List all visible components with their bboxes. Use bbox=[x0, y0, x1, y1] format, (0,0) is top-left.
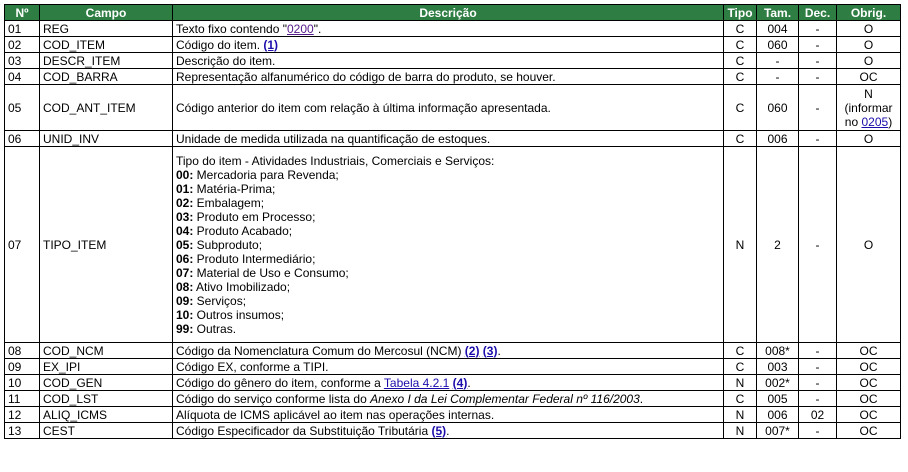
option-code: 00: bbox=[176, 167, 194, 182]
cell-dec: 02 bbox=[799, 407, 837, 423]
cell-tipo: N bbox=[724, 147, 757, 343]
cell-campo: ALIQ_ICMS bbox=[40, 407, 173, 423]
cell-dec: - bbox=[799, 37, 837, 53]
cell-tam: 006 bbox=[757, 131, 799, 147]
cell-num: 05 bbox=[5, 85, 40, 131]
cell-tam: 002* bbox=[757, 375, 799, 391]
cell-descricao: Representação alfanumérico do código de barra do produto, se houver. bbox=[173, 69, 724, 85]
option-code: 09: bbox=[176, 293, 194, 308]
tipo-item-option bbox=[176, 322, 720, 336]
obrig-line: ) bbox=[888, 114, 893, 129]
cell-descricao: Descrição do item. bbox=[173, 53, 724, 69]
header-tipo: Tipo bbox=[724, 5, 757, 21]
table-row bbox=[5, 21, 901, 37]
cell-tam: - bbox=[757, 69, 799, 85]
table-row bbox=[5, 85, 901, 131]
option-code: 05: bbox=[176, 237, 194, 252]
obrig-line-link bbox=[838, 115, 899, 129]
desc-text: . bbox=[317, 21, 322, 36]
cell-campo: COD_LST bbox=[40, 391, 173, 407]
cell-num: 08 bbox=[5, 343, 40, 359]
table-row bbox=[5, 407, 901, 423]
cell-obrig: O bbox=[837, 21, 901, 37]
option-code: 99: bbox=[176, 321, 194, 336]
option-label: Produto Intermediário; bbox=[193, 251, 316, 266]
desc-text: . bbox=[446, 423, 450, 438]
option-code: 01: bbox=[176, 181, 194, 196]
tipo-item-option bbox=[176, 182, 720, 196]
tipo-item-title: Tipo do item - Atividades Industriais, Comerciais e Serviços: bbox=[176, 153, 495, 168]
tipo-item-option bbox=[176, 168, 720, 182]
option-label: Matéria-Prima; bbox=[193, 181, 276, 196]
option-label: Material de Uso e Consumo; bbox=[193, 265, 349, 280]
cell-tipo: C bbox=[724, 343, 757, 359]
header-descricao: Descrição bbox=[173, 5, 724, 21]
header-dec: Dec. bbox=[799, 5, 837, 21]
footnote-link[interactable]: (4) bbox=[452, 375, 468, 390]
obrig-line: (informar bbox=[844, 100, 893, 115]
cell-obrig: OC bbox=[837, 359, 901, 375]
cell-tam: 060 bbox=[757, 37, 799, 53]
footnote-link[interactable]: (3) bbox=[482, 343, 498, 358]
option-label: Subproduto; bbox=[193, 237, 263, 252]
cell-num: 11 bbox=[5, 391, 40, 407]
cell-descricao bbox=[173, 37, 724, 53]
option-label: Serviços; bbox=[193, 293, 247, 308]
tipo-item-option bbox=[176, 252, 720, 266]
cell-dec: - bbox=[799, 423, 837, 439]
cell-tipo: N bbox=[724, 375, 757, 391]
desc-text: . bbox=[467, 375, 471, 390]
cell-obrig: OC bbox=[837, 343, 901, 359]
cell-descricao bbox=[173, 21, 724, 37]
table-row bbox=[5, 37, 901, 53]
cell-descricao: Código EX, conforme a TIPI. bbox=[173, 359, 724, 375]
cell-dec: - bbox=[799, 131, 837, 147]
option-code: 08: bbox=[176, 279, 194, 294]
tipo-item-option bbox=[176, 210, 720, 224]
cell-dec: - bbox=[799, 375, 837, 391]
tabela-4-2-1-link[interactable]: Tabela 4.2.1 bbox=[383, 375, 450, 390]
cell-obrig: O bbox=[837, 53, 901, 69]
table-row bbox=[5, 359, 901, 375]
cell-dec: - bbox=[799, 69, 837, 85]
cell-campo: UNID_INV bbox=[40, 131, 173, 147]
cell-campo: DESCR_ITEM bbox=[40, 53, 173, 69]
tipo-item-option bbox=[176, 224, 720, 238]
cell-descricao: Unidade de medida utilizada na quantificação de estoques. bbox=[173, 131, 724, 147]
cell-obrig: OC bbox=[837, 391, 901, 407]
registro-0200-table-wrapper bbox=[4, 4, 901, 439]
footnote-link[interactable]: (5) bbox=[431, 423, 447, 438]
cell-num: 12 bbox=[5, 407, 40, 423]
cell-campo: COD_BARRA bbox=[40, 69, 173, 85]
cell-dec: - bbox=[799, 53, 837, 69]
cell-obrig: OC bbox=[837, 375, 901, 391]
cell-num: 07 bbox=[5, 147, 40, 343]
cell-tipo: C bbox=[724, 21, 757, 37]
desc-quote: " bbox=[313, 21, 318, 36]
desc-text: Código do item. bbox=[176, 37, 264, 52]
option-code: 06: bbox=[176, 251, 194, 266]
option-code: 02: bbox=[176, 195, 194, 210]
cell-tam: 060 bbox=[757, 85, 799, 131]
tipo-item-option bbox=[176, 294, 720, 308]
cell-descricao: Alíquota de ICMS aplicável ao item nas operações internas. bbox=[173, 407, 724, 423]
option-label: Embalagem; bbox=[193, 195, 265, 210]
cell-tipo: C bbox=[724, 53, 757, 69]
cell-campo: TIPO_ITEM bbox=[40, 147, 173, 343]
cell-descricao bbox=[173, 375, 724, 391]
cell-descricao: Código anterior do item com relação à última informação apresentada. bbox=[173, 85, 724, 131]
cell-tipo: N bbox=[724, 423, 757, 439]
cell-obrig: O bbox=[837, 37, 901, 53]
desc-text: Código Especificador da Substituição Tributária bbox=[176, 423, 432, 438]
cell-num: 03 bbox=[5, 53, 40, 69]
cell-num: 10 bbox=[5, 375, 40, 391]
cell-num: 01 bbox=[5, 21, 40, 37]
cell-tam: 2 bbox=[757, 147, 799, 343]
obrig-line: no bbox=[844, 114, 862, 129]
cell-dec: - bbox=[799, 343, 837, 359]
cell-campo: COD_NCM bbox=[40, 343, 173, 359]
cell-num: 09 bbox=[5, 359, 40, 375]
cell-tam: 006 bbox=[757, 407, 799, 423]
table-row bbox=[5, 375, 901, 391]
option-code: 07: bbox=[176, 265, 194, 280]
footnote-link[interactable]: (1) bbox=[263, 37, 279, 52]
cell-campo: COD_GEN bbox=[40, 375, 173, 391]
cell-tam: 004 bbox=[757, 21, 799, 37]
desc-text: Código do gênero do item, conforme a bbox=[176, 375, 384, 390]
cell-campo: REG bbox=[40, 21, 173, 37]
footnote-link[interactable]: (2) bbox=[464, 343, 480, 358]
tipo-item-option bbox=[176, 196, 720, 210]
table-row bbox=[5, 131, 901, 147]
header-num: Nº bbox=[5, 5, 40, 21]
cell-obrig bbox=[837, 85, 901, 131]
cell-num: 13 bbox=[5, 423, 40, 439]
cell-dec: - bbox=[799, 21, 837, 37]
header-row bbox=[5, 5, 901, 21]
cell-num: 06 bbox=[5, 131, 40, 147]
option-code: 04: bbox=[176, 223, 194, 238]
cell-descricao bbox=[173, 423, 724, 439]
table-row bbox=[5, 69, 901, 85]
cell-dec: - bbox=[799, 391, 837, 407]
option-label: Outros insumos; bbox=[193, 307, 285, 322]
cell-tam: 007* bbox=[757, 423, 799, 439]
option-label: Produto Acabado; bbox=[193, 223, 293, 238]
tipo-item-option bbox=[176, 308, 720, 322]
tipo-item-option bbox=[176, 266, 720, 280]
obrig-line: N bbox=[864, 86, 873, 101]
cell-dec: - bbox=[799, 85, 837, 131]
registro-0200-table bbox=[4, 4, 901, 439]
cell-tam: 003 bbox=[757, 359, 799, 375]
option-label: Produto em Processo; bbox=[193, 209, 316, 224]
desc-text: Texto fixo contendo bbox=[176, 21, 283, 36]
option-code: 10: bbox=[176, 307, 194, 322]
cell-obrig: OC bbox=[837, 423, 901, 439]
desc-text: Código do serviço conforme lista do bbox=[176, 391, 371, 406]
cell-descricao bbox=[173, 147, 724, 343]
table-row bbox=[5, 147, 901, 343]
cell-campo: CEST bbox=[40, 423, 173, 439]
desc-text: . bbox=[639, 391, 644, 406]
option-code: 03: bbox=[176, 209, 194, 224]
cell-tipo: C bbox=[724, 85, 757, 131]
cell-tipo: C bbox=[724, 131, 757, 147]
cell-obrig: OC bbox=[837, 69, 901, 85]
cell-obrig: O bbox=[837, 147, 901, 343]
header-obrig: Obrig. bbox=[837, 5, 901, 21]
table-row bbox=[5, 391, 901, 407]
cell-tipo: C bbox=[724, 37, 757, 53]
table-row bbox=[5, 423, 901, 439]
cell-dec: - bbox=[799, 359, 837, 375]
cell-campo: COD_ANT_ITEM bbox=[40, 85, 173, 131]
tipo-item-option bbox=[176, 238, 720, 252]
header-tam: Tam. bbox=[757, 5, 799, 21]
cell-obrig: OC bbox=[837, 407, 901, 423]
cell-obrig: O bbox=[837, 131, 901, 147]
option-label: Ativo Imobilizado; bbox=[193, 279, 291, 294]
register-0205-link[interactable]: 0205 bbox=[861, 114, 889, 129]
cell-num: 04 bbox=[5, 69, 40, 85]
desc-text: . bbox=[497, 343, 501, 358]
reg-code-link[interactable]: 0200 bbox=[287, 21, 314, 36]
cell-descricao bbox=[173, 391, 724, 407]
cell-campo: COD_ITEM bbox=[40, 37, 173, 53]
cell-campo: EX_IPI bbox=[40, 359, 173, 375]
cell-tipo: C bbox=[724, 359, 757, 375]
desc-text: Código da Nomenclatura Comum do Mercosul (NCM) bbox=[176, 343, 465, 358]
cell-dec: - bbox=[799, 147, 837, 343]
cell-tipo: N bbox=[724, 407, 757, 423]
option-label: Mercadoria para Revenda; bbox=[193, 167, 339, 182]
desc-quote: " bbox=[282, 21, 287, 36]
cell-tam: 005 bbox=[757, 391, 799, 407]
option-label: Outras. bbox=[193, 321, 237, 336]
table-row bbox=[5, 53, 901, 69]
cell-tipo: C bbox=[724, 391, 757, 407]
header-campo: Campo bbox=[40, 5, 173, 21]
desc-italic: Anexo I da Lei Complementar Federal nº 116/2003 bbox=[370, 391, 640, 406]
cell-tipo: C bbox=[724, 69, 757, 85]
cell-tam: - bbox=[757, 53, 799, 69]
table-row bbox=[5, 343, 901, 359]
cell-descricao bbox=[173, 343, 724, 359]
cell-num: 02 bbox=[5, 37, 40, 53]
tipo-item-option bbox=[176, 280, 720, 294]
cell-tam: 008* bbox=[757, 343, 799, 359]
